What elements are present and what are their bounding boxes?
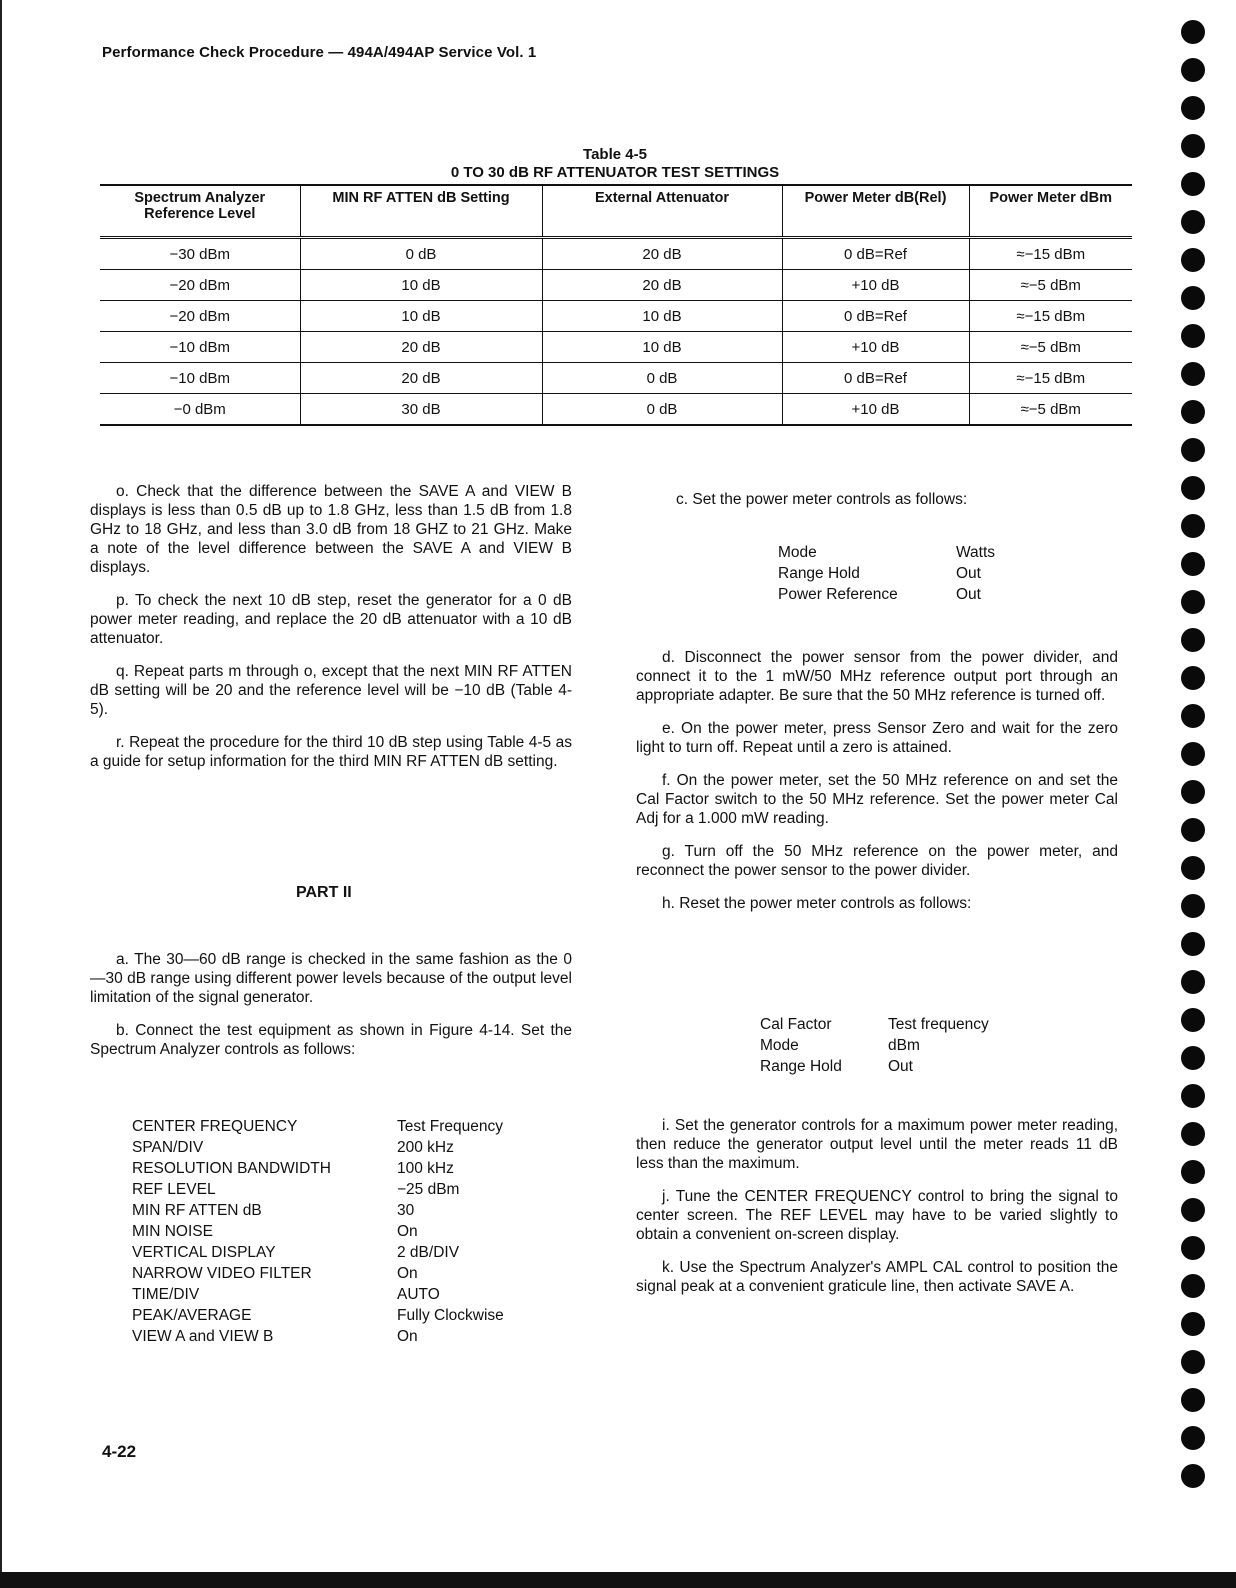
binder-hole: [1181, 514, 1205, 538]
settings-row: [132, 1137, 504, 1158]
setting-value: On: [397, 1265, 418, 1282]
table-cell: +10 dB: [782, 270, 969, 301]
setting-value: Fully Clockwise: [397, 1307, 504, 1324]
step-g-paragraph: g. Turn off the 50 MHz reference on the power meter, and reconnect the power sensor to the power divider.: [636, 843, 1118, 879]
binder-hole: [1181, 704, 1205, 728]
step-c-paragraph: c. Set the power meter controls as follows:: [676, 491, 968, 508]
binder-hole: [1181, 1274, 1205, 1298]
table-cell: 0 dB=Ref: [782, 301, 969, 332]
step-j-paragraph: j. Tune the CENTER FREQUENCY control to bring the signal to center screen. The REF LEVEL may have to be varied slightly to obtain a convenient on-screen display.: [636, 1188, 1118, 1243]
setting-value: Watts: [956, 544, 996, 561]
setting-label: CENTER FREQUENCY: [132, 1118, 298, 1135]
setting-value: Out: [956, 565, 981, 582]
settings-row: [760, 1014, 989, 1035]
right-column-top: [636, 490, 1118, 509]
binder-hole: [1181, 552, 1205, 576]
step-d-paragraph: d. Disconnect the power sensor from the power divider, and connect it to the 1 mW/50 MHz reference output port through an appropriate adapter. Be sure that the 50 MHz reference is turned off.: [636, 649, 1118, 704]
settings-row: [132, 1242, 504, 1263]
binder-hole: [1181, 666, 1205, 690]
table-cell: 10 dB: [542, 332, 782, 363]
step-o-paragraph: o. Check that the difference between the SAVE A and VIEW B displays is less than 0.5 dB up to 1.8 GHz, less than 1.5 dB from 1.8 GHz to 18 GHz, and less than 3.0 dB from 18 GHZ to 21 GHz. Make a note of the level difference between the SAVE A and VIEW B displays.: [90, 483, 572, 576]
setting-label: RESOLUTION BANDWIDTH: [132, 1160, 331, 1177]
left-edge-rule: [0, 0, 2, 1588]
setting-label: MIN RF ATTEN dB: [132, 1202, 262, 1219]
settings-row: [760, 1035, 989, 1056]
analyzer-settings-list: [132, 1116, 504, 1347]
setting-value: On: [397, 1328, 418, 1345]
settings-row: [778, 563, 995, 584]
binder-hole: [1181, 590, 1205, 614]
table-row: [100, 301, 1132, 332]
binder-hole: [1181, 970, 1205, 994]
setting-value: On: [397, 1223, 418, 1240]
binder-hole: [1181, 96, 1205, 120]
step-e-paragraph: e. On the power meter, press Sensor Zero and wait for the zero light to turn off. Repeat until a zero is attained.: [636, 720, 1118, 756]
setting-value: 2 dB/DIV: [397, 1244, 460, 1261]
binder-hole: [1181, 1160, 1205, 1184]
step-h-paragraph: h. Reset the power meter controls as follows:: [662, 895, 972, 912]
setting-label: Range Hold: [760, 1058, 842, 1075]
table-cell: 0 dB: [300, 238, 542, 270]
setting-value: Test frequency: [888, 1016, 989, 1033]
setting-value: Out: [956, 586, 981, 603]
table-row: [100, 238, 1132, 270]
setting-label: Cal Factor: [760, 1016, 832, 1033]
table-cell: 0 dB=Ref: [782, 363, 969, 394]
binder-hole: [1181, 1046, 1205, 1070]
setting-value: −25 dBm: [397, 1181, 460, 1198]
binder-hole: [1181, 1426, 1205, 1450]
table-cell: −10 dBm: [100, 363, 300, 394]
setting-label: SPAN/DIV: [132, 1139, 204, 1156]
settings-row: [132, 1284, 504, 1305]
table-cell: ≈−5 dBm: [969, 394, 1132, 426]
meter-settings-list-1: [778, 542, 995, 605]
left-column-lower: [90, 950, 572, 1059]
part-ii-heading: PART II: [296, 884, 352, 901]
attenuator-test-table: [100, 184, 1132, 426]
table-cell: −20 dBm: [100, 270, 300, 301]
table-cell: 20 dB: [542, 238, 782, 270]
setting-label: REF LEVEL: [132, 1181, 216, 1198]
table-header-row: [100, 185, 1132, 238]
table-cell: 20 dB: [300, 332, 542, 363]
binder-hole: [1181, 400, 1205, 424]
binder-hole: [1181, 286, 1205, 310]
table-row: [100, 394, 1132, 426]
binder-hole: [1181, 1084, 1205, 1108]
binder-hole: [1181, 134, 1205, 158]
step-i-paragraph: i. Set the generator controls for a maximum power meter reading, then reduce the generator output level until the meter reads 11 dB less than the maximum.: [636, 1117, 1118, 1172]
meter-settings-list-2: [760, 1014, 989, 1077]
binder-hole: [1181, 742, 1205, 766]
table-row: [100, 332, 1132, 363]
binder-hole: [1181, 856, 1205, 880]
table-subtitle: 0 TO 30 dB RF ATTENUATOR TEST SETTINGS: [450, 164, 780, 181]
binder-hole: [1181, 362, 1205, 386]
table-cell: 30 dB: [300, 394, 542, 426]
settings-row: [132, 1221, 504, 1242]
table-cell: 10 dB: [300, 270, 542, 301]
table-cell: ≈−15 dBm: [969, 238, 1132, 270]
table-cell: +10 dB: [782, 394, 969, 426]
column-header: Spectrum Analyzer Reference Level: [100, 185, 300, 238]
binder-hole: [1181, 1312, 1205, 1336]
table-cell: 0 dB=Ref: [782, 238, 969, 270]
binder-hole: [1181, 894, 1205, 918]
setting-value: 30: [397, 1202, 415, 1219]
table-title: Table 4-5: [583, 146, 647, 163]
step-b-paragraph: b. Connect the test equipment as shown in Figure 4-14. Set the Spectrum Analyzer controls as follows:: [90, 1022, 572, 1058]
binder-holes: [1178, 20, 1208, 1502]
table-cell: ≈−5 dBm: [969, 270, 1132, 301]
binder-hole: [1181, 780, 1205, 804]
right-column-middle: [636, 648, 1118, 913]
setting-label: Power Reference: [778, 586, 898, 603]
column-header: External Attenuator: [542, 185, 782, 238]
binder-hole: [1181, 210, 1205, 234]
table-cell: ≈−5 dBm: [969, 332, 1132, 363]
binder-hole: [1181, 58, 1205, 82]
table-row: [100, 363, 1132, 394]
settings-row: [132, 1326, 504, 1347]
binder-hole: [1181, 932, 1205, 956]
binder-hole: [1181, 1388, 1205, 1412]
setting-label: NARROW VIDEO FILTER: [132, 1265, 312, 1282]
step-k-paragraph: k. Use the Spectrum Analyzer's AMPL CAL control to position the signal peak at a convenient graticule line, then activate SAVE A.: [636, 1259, 1118, 1295]
binder-hole: [1181, 248, 1205, 272]
column-header: Power Meter dBm: [969, 185, 1132, 238]
step-q-paragraph: q. Repeat parts m through o, except that the next MIN RF ATTEN dB setting will be 20 and the reference level will be −10 dB (Table 4-5).: [90, 663, 572, 718]
table-cell: −20 dBm: [100, 301, 300, 332]
binder-hole: [1181, 1236, 1205, 1260]
binder-hole: [1181, 1350, 1205, 1374]
column-header: Power Meter dB(Rel): [782, 185, 969, 238]
settings-row: [132, 1179, 504, 1200]
setting-label: VIEW A and VIEW B: [132, 1328, 274, 1345]
table-cell: −30 dBm: [100, 238, 300, 270]
settings-row: [778, 584, 995, 605]
setting-value: Out: [888, 1058, 913, 1075]
settings-row: [132, 1116, 504, 1137]
table-cell: ≈−15 dBm: [969, 363, 1132, 394]
step-a-paragraph: a. The 30—60 dB range is checked in the same fashion as the 0—30 dB range using different power levels because of the output level limitation of the signal generator.: [90, 951, 572, 1006]
setting-label: TIME/DIV: [132, 1286, 200, 1303]
setting-label: MIN NOISE: [132, 1223, 213, 1240]
binder-hole: [1181, 172, 1205, 196]
setting-value: Test Frequency: [397, 1118, 503, 1135]
setting-label: PEAK/AVERAGE: [132, 1307, 252, 1324]
settings-row: [132, 1305, 504, 1326]
binder-hole: [1181, 476, 1205, 500]
setting-value: 100 kHz: [397, 1160, 454, 1177]
binder-hole: [1181, 324, 1205, 348]
table-row: [100, 270, 1132, 301]
binder-hole: [1181, 1122, 1205, 1146]
binder-hole: [1181, 20, 1205, 44]
table-cell: 20 dB: [542, 270, 782, 301]
settings-row: [132, 1263, 504, 1284]
setting-label: Mode: [778, 544, 817, 561]
setting-value: dBm: [888, 1037, 920, 1054]
left-column-upper: [90, 482, 572, 771]
step-p-paragraph: p. To check the next 10 dB step, reset the generator for a 0 dB power meter reading, and replace the 20 dB attenuator with a 10 dB attenuator.: [90, 592, 572, 647]
table-cell: 0 dB: [542, 363, 782, 394]
binder-hole: [1181, 438, 1205, 462]
running-header: Performance Check Procedure — 494A/494AP Service Vol. 1: [102, 44, 537, 61]
binder-hole: [1181, 628, 1205, 652]
settings-row: [760, 1056, 989, 1077]
page-number: 4-22: [102, 1442, 137, 1461]
step-r-paragraph: r. Repeat the procedure for the third 10 dB step using Table 4-5 as a guide for setup information for the third MIN RF ATTEN dB setting.: [90, 734, 572, 770]
settings-row: [778, 542, 995, 563]
column-header: MIN RF ATTEN dB Setting: [300, 185, 542, 238]
setting-label: VERTICAL DISPLAY: [132, 1244, 276, 1261]
table-cell: −10 dBm: [100, 332, 300, 363]
table-cell: 20 dB: [300, 363, 542, 394]
binder-hole: [1181, 1008, 1205, 1032]
settings-row: [132, 1158, 504, 1179]
binder-hole: [1181, 818, 1205, 842]
table-cell: 10 dB: [300, 301, 542, 332]
setting-value: 200 kHz: [397, 1139, 454, 1156]
table-cell: 0 dB: [542, 394, 782, 426]
setting-value: AUTO: [397, 1286, 440, 1303]
step-f-paragraph: f. On the power meter, set the 50 MHz reference on and set the Cal Factor switch to the 50 MHz reference. Set the power meter Cal Adj for a 1.000 mW reading.: [636, 772, 1118, 827]
right-column-bottom: [636, 1116, 1118, 1296]
setting-label: Range Hold: [778, 565, 860, 582]
settings-row: [132, 1200, 504, 1221]
binder-hole: [1181, 1464, 1205, 1488]
setting-label: Mode: [760, 1037, 799, 1054]
table-cell: +10 dB: [782, 332, 969, 363]
bottom-scan-edge: [0, 1572, 1236, 1588]
binder-hole: [1181, 1198, 1205, 1222]
table-cell: ≈−15 dBm: [969, 301, 1132, 332]
table-cell: −0 dBm: [100, 394, 300, 426]
table-cell: 10 dB: [542, 301, 782, 332]
